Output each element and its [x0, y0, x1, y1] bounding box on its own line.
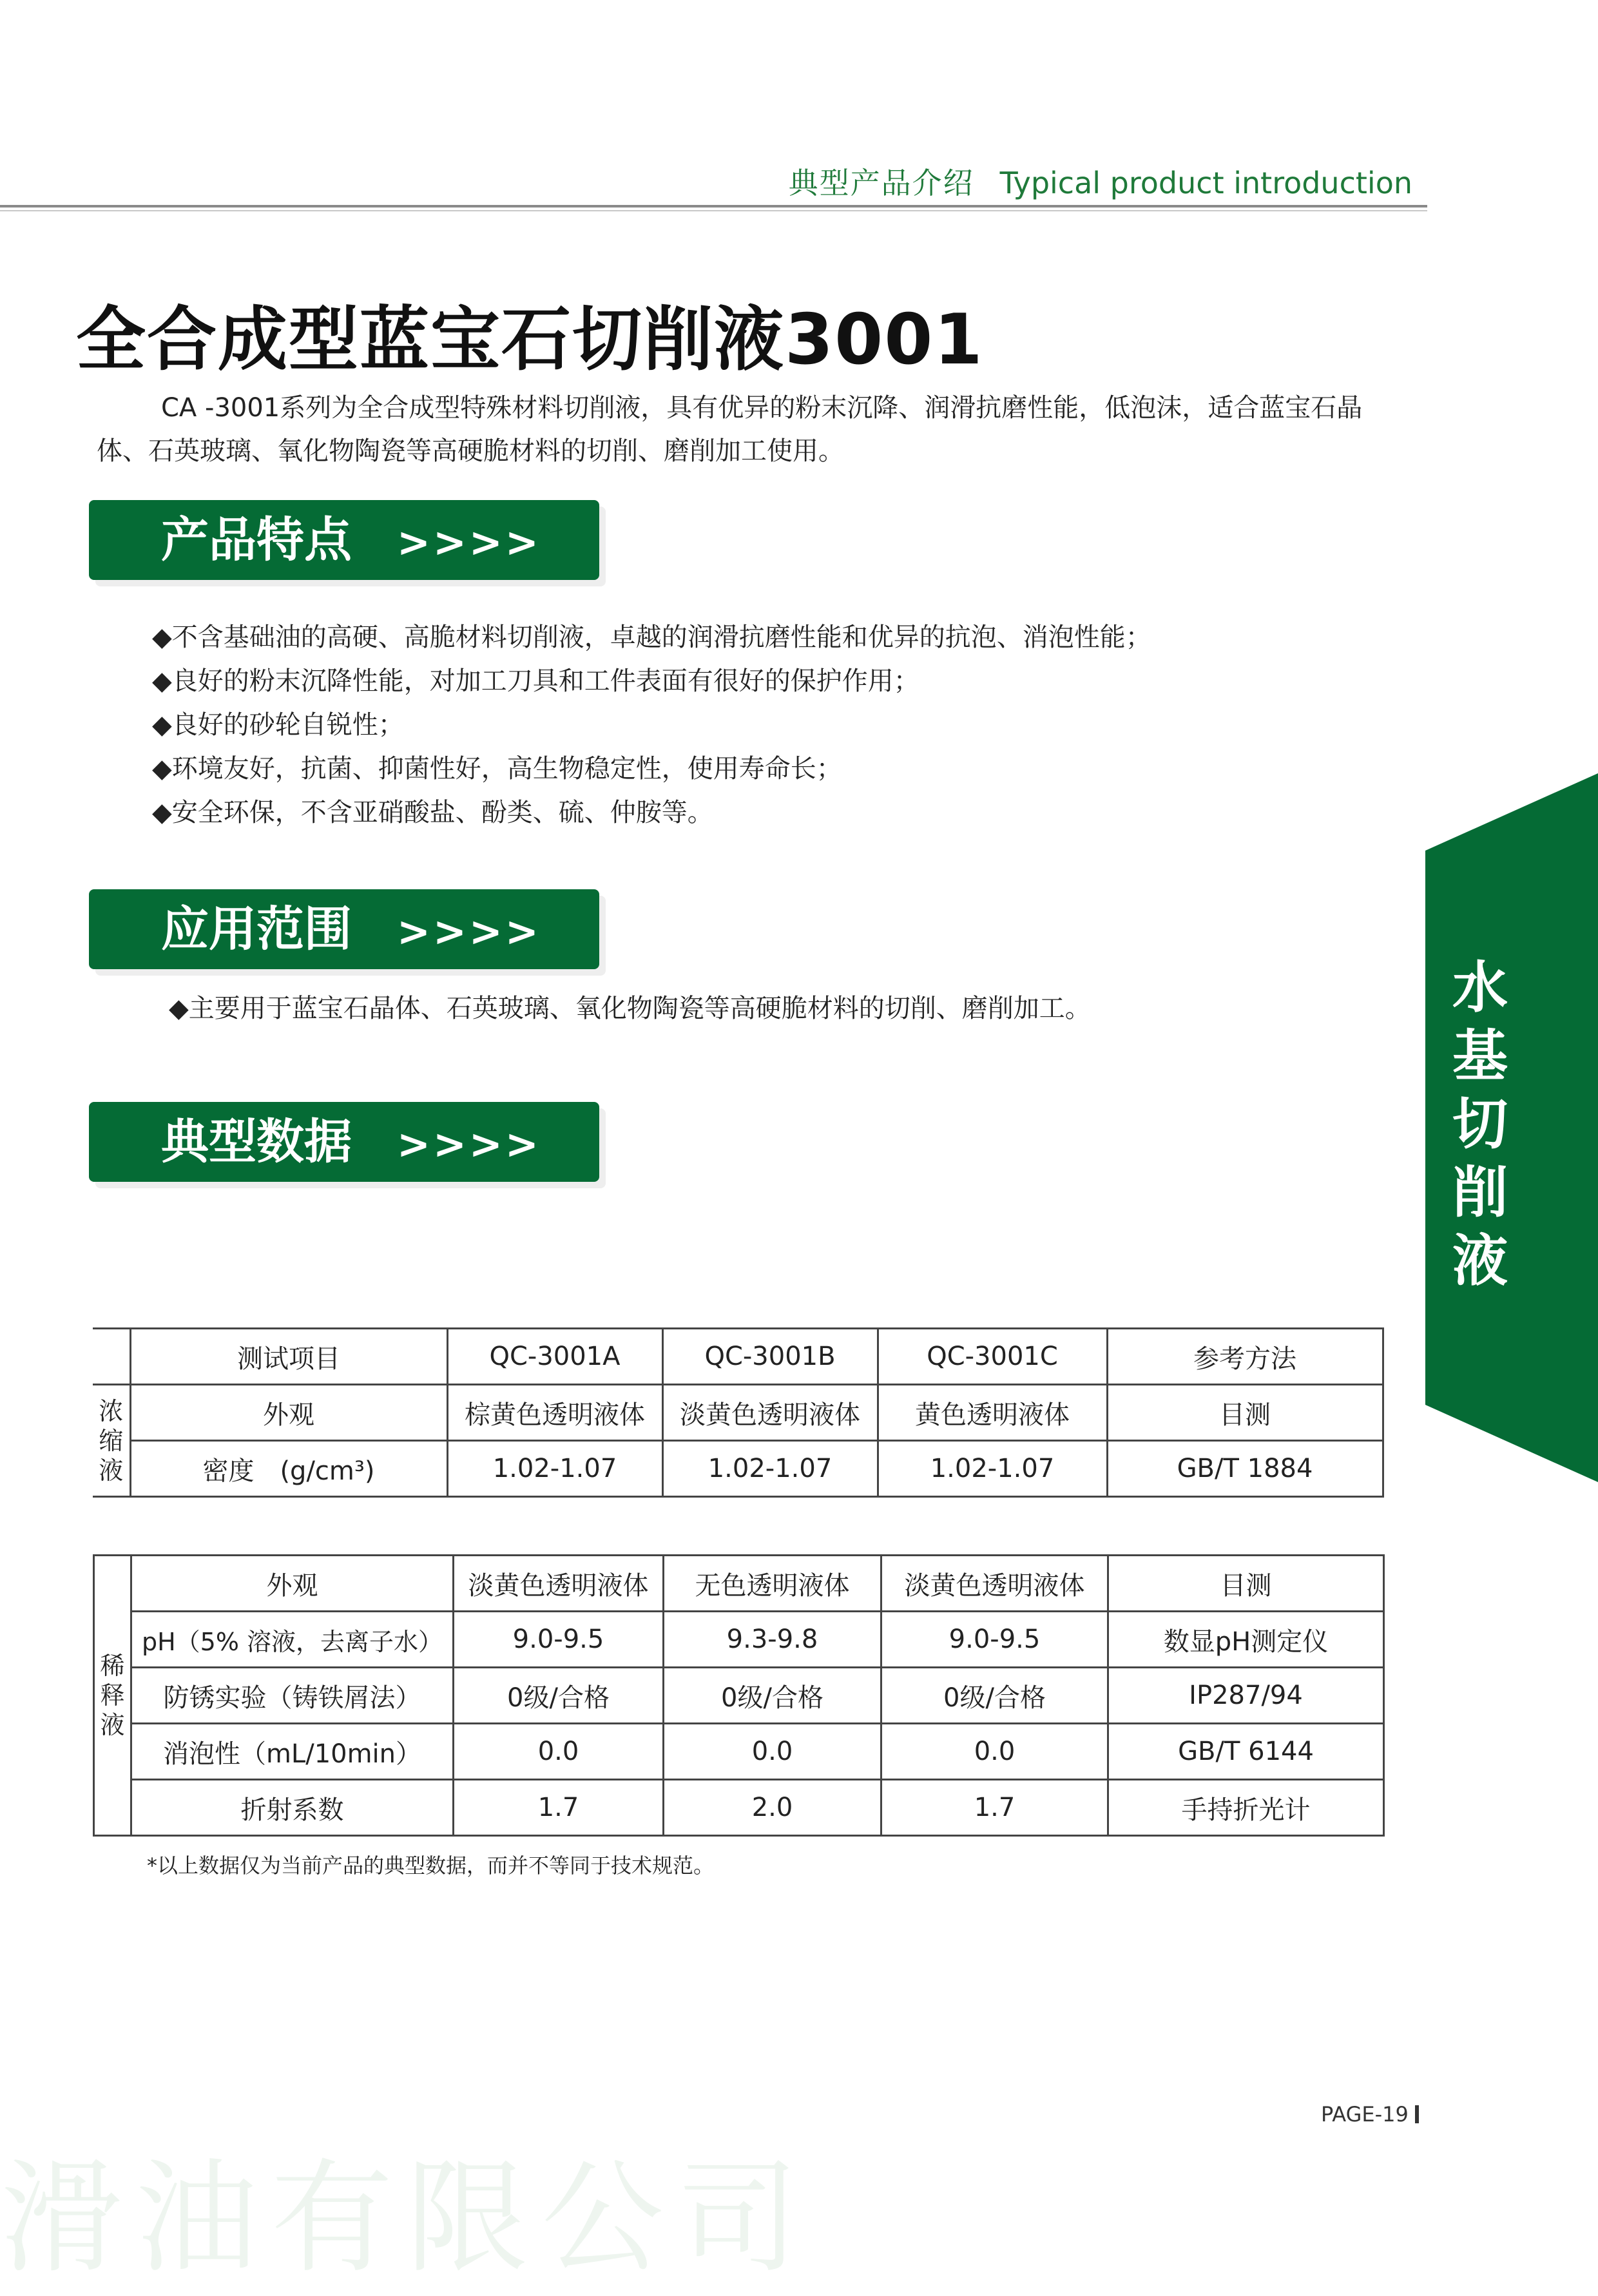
- table-cell: 折射系数: [131, 1780, 454, 1836]
- section-arrows-data: >>>>: [397, 1121, 541, 1168]
- table-header-cell: QC-3001C: [878, 1329, 1107, 1385]
- group-label-char: 液: [99, 1456, 124, 1485]
- table-cell: GB/T 6144: [1108, 1724, 1384, 1780]
- section-arrows-features: >>>>: [397, 519, 541, 566]
- side-tab-label: [1425, 954, 1535, 1295]
- table-cell: 黄色透明液体: [878, 1385, 1107, 1441]
- table-row: [93, 1441, 1383, 1497]
- section-bar-features: [89, 500, 599, 580]
- group-label-dilute: [94, 1556, 131, 1836]
- table-row: [94, 1612, 1384, 1668]
- table-row: [93, 1385, 1383, 1441]
- feature-item: ◆环境友好，抗菌、抑菌性好，高生物稳定性，使用寿命长；: [152, 754, 842, 784]
- page-number: PAGE-19: [1321, 2102, 1419, 2127]
- feature-list: [152, 615, 1151, 834]
- table-cell: 9.3-9.8: [664, 1612, 881, 1668]
- section-label-data: 典型数据: [161, 1114, 352, 1170]
- table-row: [94, 1724, 1384, 1780]
- section-arrows-application: >>>>: [397, 908, 541, 955]
- table-cell: IP287/94: [1108, 1668, 1384, 1724]
- header-divider: [0, 205, 1427, 207]
- section-bar-application: [89, 889, 599, 969]
- table-cell: 1.02-1.07: [662, 1441, 878, 1497]
- table-row: [94, 1780, 1384, 1836]
- table-header-cell: 参考方法: [1107, 1329, 1383, 1385]
- table-cell: 9.0-9.5: [881, 1612, 1108, 1668]
- table-cell: 淡黄色透明液体: [881, 1556, 1108, 1612]
- feature-item: ◆良好的粉末沉降性能，对加工刀具和工件表面有很好的保护作用；: [152, 666, 919, 696]
- table-cell: 0.0: [454, 1724, 664, 1780]
- table-row: [94, 1556, 1384, 1612]
- table-cell: 无色透明液体: [664, 1556, 881, 1612]
- table-cell: 1.7: [881, 1780, 1108, 1836]
- group-label-char: 液: [100, 1711, 125, 1739]
- group-label-char: 释: [100, 1681, 125, 1710]
- table-header-cell: QC-3001B: [662, 1329, 878, 1385]
- side-tab-char: 水: [1452, 956, 1508, 1020]
- table-cell: 1.7: [454, 1780, 664, 1836]
- table-cell-blank: [93, 1329, 130, 1385]
- table-cell: 0级/合格: [454, 1668, 664, 1724]
- table-cell: 1.02-1.07: [878, 1441, 1107, 1497]
- header-title: [789, 160, 1412, 202]
- header-title-cn: 典型产品介绍: [788, 166, 974, 200]
- table-cell: 数显pH测定仪: [1108, 1612, 1384, 1668]
- side-tab-char: 切: [1452, 1092, 1508, 1157]
- company-watermark: 滑油有限公司: [0, 2147, 813, 2290]
- table-cell: 防锈实验（铸铁屑法）: [131, 1668, 454, 1724]
- header-divider-thin: [0, 210, 1427, 211]
- side-tab-char: 液: [1452, 1229, 1508, 1293]
- table-cell: 消泡性（mL/10min）: [131, 1724, 454, 1780]
- table-cell: 9.0-9.5: [454, 1612, 664, 1668]
- side-tab-char: 基: [1452, 1024, 1508, 1088]
- table-cell: 淡黄色透明液体: [662, 1385, 878, 1441]
- section-bar-data: [89, 1102, 599, 1182]
- dilute-data-table: [93, 1554, 1385, 1837]
- group-label-char: 稀: [100, 1652, 125, 1680]
- table-cell: 密度 (g/cm³): [130, 1441, 447, 1497]
- section-label-features: 产品特点: [161, 512, 352, 568]
- product-title: 全合成型蓝宝石切削液3001: [76, 300, 984, 380]
- section-label-application: 应用范围: [161, 902, 352, 957]
- table-cell: 1.02-1.07: [447, 1441, 662, 1497]
- side-category-tab: [1425, 773, 1598, 1482]
- table-cell: 0级/合格: [881, 1668, 1108, 1724]
- concentrate-data-table: [93, 1327, 1384, 1498]
- product-intro: CA -3001系列为全合成型特殊材料切削液，具有优异的粉末沉降、润滑抗磨性能，低泡沫，适合蓝宝石晶体、石英玻璃、氧化物陶瓷等高硬脆材料的切削、磨削加工使用。: [97, 393, 1363, 466]
- table-cell: 淡黄色透明液体: [454, 1556, 664, 1612]
- group-label-char: 缩: [99, 1426, 124, 1455]
- table-header-cell: 测试项目: [130, 1329, 447, 1385]
- table-row: [94, 1668, 1384, 1724]
- table-cell: pH（5% 溶液，去离子水）: [131, 1612, 454, 1668]
- table-cell: 棕黄色透明液体: [447, 1385, 662, 1441]
- table-cell: 手持折光计: [1108, 1780, 1384, 1836]
- table-cell: 0.0: [664, 1724, 881, 1780]
- feature-item: ◆不含基础油的高硬、高脆材料切削液，卓越的润滑抗磨性能和优异的抗泡、消泡性能；: [152, 622, 1151, 652]
- table-footnote: *以上数据仅为当前产品的典型数据，而并不等同于技术规范。: [147, 1853, 715, 1878]
- group-label-concentrate: [93, 1385, 130, 1497]
- table-cell: 0级/合格: [664, 1668, 881, 1724]
- table-cell: 2.0: [664, 1780, 881, 1836]
- header-title-en: Typical product introduction: [999, 166, 1412, 200]
- table-cell: 外观: [131, 1556, 454, 1612]
- table-cell: GB/T 1884: [1107, 1441, 1383, 1497]
- table-cell: 目测: [1107, 1385, 1383, 1441]
- group-label-char: 浓: [99, 1396, 124, 1425]
- feature-item: ◆良好的砂轮自锐性；: [152, 710, 404, 740]
- table-cell: 外观: [130, 1385, 447, 1441]
- table-cell: 目测: [1108, 1556, 1384, 1612]
- feature-item: ◆安全环保，不含亚硝酸盐、酚类、硫、仲胺等。: [152, 798, 713, 827]
- side-tab-char: 削: [1452, 1161, 1508, 1225]
- table-header-cell: QC-3001A: [447, 1329, 662, 1385]
- application-text: ◆主要用于蓝宝石晶体、石英玻璃、氧化物陶瓷等高硬脆材料的切削、磨削加工。: [169, 994, 1091, 1023]
- table-cell: 0.0: [881, 1724, 1108, 1780]
- table-header-row: [93, 1329, 1383, 1385]
